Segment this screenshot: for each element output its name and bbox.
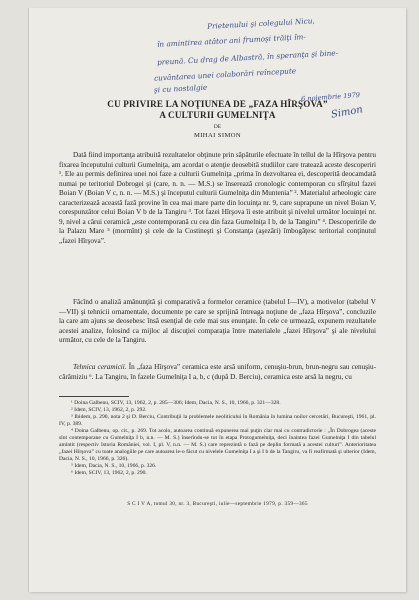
footnote-4: ⁴ Doina Galbenu, op. cit., p. 269. Tot acolo, autoarea continuă expunerea mai puţin clar mai cu contradictorie : „În Dobrogea (aceste sînt contemporane cu Gumelniţa I b, n.n. — M. S.) înserîndu-se tot în etapa Protogumelniţa, deci înaintea fazei Gumelniţa I din tabelul amintit (respectiv Istoria României, vol. I, pl. V, n.n. — M. S.) care reprezintă o fază pe deplin formată a acestei culturi”. Anterioritatea „fazei Hîrşova” cu toate analogiile pe care autoarea le-o făcut cu nivelele Gumelniţa I a şi I b de la Tangiru, va fi reafirmată şi ulterior (Idem, Dacia, N. S., 10, 1966, p. 326). — [59, 428, 376, 462]
article-title-line-1: CU PRIVIRE LA NOŢIUNEA DE „FAZA HÎRŞOVA” — [107, 99, 328, 109]
footnote-6: ⁶ Idem, SCIV, 13, 1962, 2, p. 290. — [71, 470, 147, 476]
handwritten-signature: Simon — [330, 104, 364, 121]
article-author: MIHAI SIMON — [193, 132, 242, 139]
body-paragraph-3-text: În „faza Hîrşova” ceramica este arsă uniform, cenuşiu-brun, brun-negru sau cenuşiu-cărămiziu ⁶. La Tangiru, în fazele Gumelniţa I a, b, c (după D. Berciu), ceramica este arsă la negru, cu — [59, 363, 376, 381]
article-byline: DE — [213, 124, 222, 130]
dedication-line-4: cuvântarea unei colaborări reîncepute — [153, 66, 297, 83]
footnotes — [59, 400, 376, 477]
dedication-line-2: în amintirea atâtor ani frumoşi trăiţi îm- — [156, 32, 307, 49]
dedication-line-3: preună. Cu drag de Albastră, în speranţa şi bine- — [156, 48, 339, 67]
dedication-date: 6 noiembrie 1979 — [300, 90, 361, 104]
dedication-line-1: Prietenului şi colegului Nicu, — [206, 16, 315, 31]
body-paragraph-2-text: Făcînd o analiză amănunţită şi comparativă a formelor ceramice (tabelul I—IV), a motivelor (tabelul V—VII) şi tehnicii ornamentale, documente pe care se sprijină întreaga noţiune de „faza Hîrşova”, concluzile la care am ajuns se deosebesc însă esenţial de cele mai sus enunţate. În cele ce urmează, expunem rezultatele acestei analize, folosind ca mijloc al discuţiei comparaţia între materialele „fazei Hîrşova” şi ale nivelului următor, cu cele de la Tangiru. — [59, 298, 376, 344]
footnote-2: ² Idem, SCIV, 13, 1962, 2, p. 292. — [71, 407, 147, 413]
dedication-line-5: şi cu nostalgie — [153, 82, 208, 95]
footnote-5: ⁵ Idem, Dacia, N. S., 10, 1966, p. 326. — [71, 463, 157, 469]
book-page — [29, 8, 406, 592]
body-paragraph-1: Dată fiind importanţa atribuită rezultatelor obţinute prin săpăturile efectuate în tellul de la Hîrşova pentru fixarea începutului culturii Gumelniţa, am acordat o atenţie deosebită studiilor care tratează aceste descoperiri ¹. Ele au permis definirea unei noi faze a culturii Gumelniţa „prima în dezvoltarea ei, descoperită deocamdată numai pe teritoriul Dobrogei şi (care, n. n. — M.S.) se înserează cronologic contemporan cu sfîrşitul fazei Boian V (Boian V c, n. n. — M.S.) şi începutul culturii Gumelniţa din Muntenia” ². Materialul arheologic care caracterizează această fază provine în cea mai mare parte din locuinţa nr. 9, care suprapune un nivel Boian V, corespunzător celui Boian V b de la Tangiru ³. Tot fazei Hîrşova îi este atribuit şi nivelul următor locuinţei nr. 9, nivel a cărui ceramică „este contemporană cu cea din faza Gumelniţa I b, de la Tangiru” ⁴. Descoperirile de la Palazu Mare ⁵ (mormînt) şi cele de la Costineşti şi Constanţa (aşezări) îmbogăţesc teritorial conţinutul „fazei Hîrşova”. — [59, 151, 377, 245]
article-title-line-2: A CULTURII GUMELNIŢA — [159, 110, 276, 120]
journal-citation: S C I V A, tomul 30, nr. 3, Bucureşti, iulie—septembrie 1979, p. 359—365 — [127, 501, 308, 507]
footnote-rule — [59, 396, 129, 397]
body-paragraph-3 — [59, 363, 376, 382]
section-heading-tehnica: Tehnica ceramicii. — [73, 363, 127, 371]
footnote-1: ¹ Doina Galbenu, SCIV, 13, 1962, 2, p. 285—306; Idem, Dacia, N. S., 10, 1966, p. 321—328. — [71, 400, 281, 406]
body-paragraph-2 — [59, 298, 376, 346]
footnote-3: ³ Ibidem, p. 290, nota 2 şi D. Berciu, Contribuţii la problemele neoliticului în România în lumina noilor cercetări, Bucureşti, 1961, pl. IV, p. 389. — [59, 414, 376, 427]
